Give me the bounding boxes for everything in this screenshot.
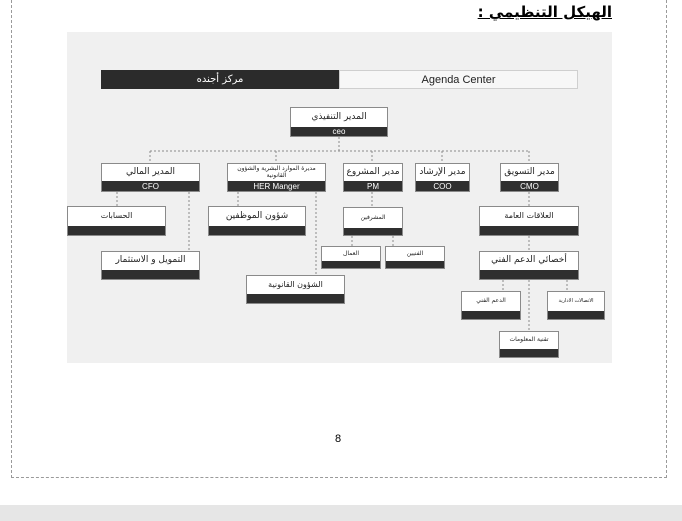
node-supervisors-bar [344,228,402,235]
node-accounts-bar [68,226,165,235]
node-cmo-title: مدير التسويق [504,166,555,177]
node-it [499,331,559,358]
node-legal-affairs [246,275,345,304]
node-coo-code: COO [416,181,469,191]
node-accounts-title: الحسابات [100,211,133,221]
node-admin-comms-bar [548,311,604,319]
node-coo [415,163,470,192]
node-finance [101,251,200,280]
node-pm [343,163,403,192]
node-workers [321,246,381,269]
node-hr-code: HER Manger [228,181,325,191]
node-tech-support-specialist-bar [480,270,578,279]
node-technicians [385,246,445,269]
node-tech-support-specialist-title: أخصائي الدعم الفني [491,255,567,266]
node-tech-support-specialist [479,251,579,280]
node-admin-comms-title: الاتصالات الادارية [558,297,594,304]
node-accounts [67,206,166,236]
node-staff-affairs [208,206,306,236]
node-technicians-bar [386,261,444,268]
node-legal-affairs-bar [247,294,344,303]
node-cfo-title: المدير المالي [126,166,175,177]
node-pm-title: مدير المشروع [346,166,400,177]
node-cfo-code: CFO [102,181,199,191]
node-workers-title: العمال [342,249,360,257]
node-public-relations [479,206,579,236]
banner-arabic: مركز أجنده [101,70,339,89]
node-tech-support-title: الدعم الفني [476,297,506,305]
node-supervisors [343,207,403,236]
node-finance-title: التمويل و الاستثمار [115,255,186,266]
node-ceo [290,107,388,137]
node-workers-bar [322,261,380,268]
node-cmo [500,163,559,192]
node-it-title: تقنية المعلومات [509,336,549,344]
node-staff-affairs-title: شؤون الموظفين [225,210,289,221]
node-staff-affairs-bar [209,226,305,235]
node-technicians-title: الفنيين [406,249,424,257]
node-cfo [101,163,200,192]
node-tech-support [461,291,521,320]
node-legal-affairs-title: الشؤون القانونية [268,279,323,289]
node-public-relations-title: العلاقات العامة [504,211,554,221]
node-coo-title: مدير الإرشاد [419,166,466,177]
node-finance-bar [102,270,199,279]
node-hr [227,163,326,192]
node-hr-title: مديرة الموارد البشرية والشؤون القانونية [237,165,316,179]
page-number: 8 [335,433,342,445]
section-heading: الهيكل التنظيمي : [477,3,612,21]
node-ceo-code: ceo [291,127,387,136]
node-admin-comms [547,291,605,320]
node-pm-code: PM [344,181,402,191]
node-supervisors-title: المشرفين [360,213,386,221]
node-public-relations-bar [480,226,578,235]
node-it-bar [500,349,558,357]
node-cmo-code: CMO [501,181,558,191]
node-ceo-title: المدير التنفيذي [311,111,367,122]
banner-english: Agenda Center [339,70,578,89]
node-tech-support-bar [462,311,520,319]
